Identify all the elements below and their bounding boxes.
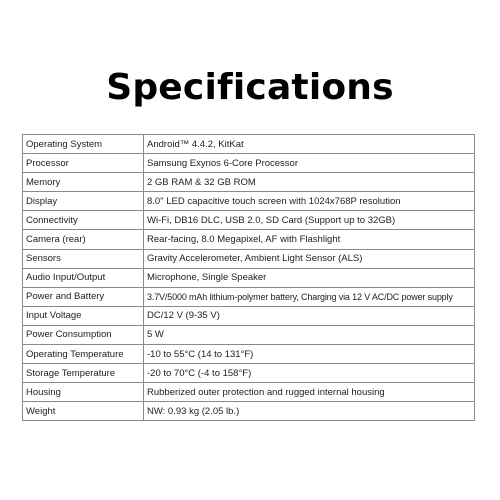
- table-row: [23, 325, 475, 344]
- spec-label: Sensors: [23, 249, 144, 268]
- spec-value: DC/12 V (9-35 V): [144, 306, 475, 325]
- spec-label: Input Voltage: [23, 306, 144, 325]
- spec-value: Microphone, Single Speaker: [144, 268, 475, 287]
- spec-value: 8.0" LED capacitive touch screen with 1024x768P resolution: [144, 192, 475, 211]
- spec-label: Display: [23, 192, 144, 211]
- table-row: [23, 268, 475, 287]
- spec-value: NW: 0.93 kg (2.05 lb.): [144, 402, 475, 421]
- spec-label: Operating System: [23, 135, 144, 154]
- table-row: [23, 402, 475, 421]
- spec-label: Power Consumption: [23, 325, 144, 344]
- table-row: [23, 192, 475, 211]
- spec-value: Wi-Fi, DB16 DLC, USB 2.0, SD Card (Support up to 32GB): [144, 211, 475, 230]
- table-row: [23, 173, 475, 192]
- spec-value: Android™ 4.4.2, KitKat: [144, 135, 475, 154]
- spec-value: -20 to 70°C (-4 to 158°F): [144, 364, 475, 383]
- table-row: [23, 249, 475, 268]
- table-row: [23, 364, 475, 383]
- table-row: [23, 383, 475, 402]
- table-row: [23, 306, 475, 325]
- table-row: [23, 135, 475, 154]
- spec-label: Processor: [23, 154, 144, 173]
- spec-value: 5 W: [144, 325, 475, 344]
- spec-label: Memory: [23, 173, 144, 192]
- specifications-table: [22, 134, 475, 421]
- spec-label: Audio Input/Output: [23, 268, 144, 287]
- spec-label: Camera (rear): [23, 230, 144, 249]
- spec-value: 2 GB RAM & 32 GB ROM: [144, 173, 475, 192]
- table-row: [23, 154, 475, 173]
- spec-value: Rubberized outer protection and rugged internal housing: [144, 383, 475, 402]
- spec-label: Storage Temperature: [23, 364, 144, 383]
- spec-label: Power and Battery: [23, 287, 144, 306]
- table-row: [23, 287, 475, 306]
- table-row: [23, 211, 475, 230]
- table-row: [23, 230, 475, 249]
- table-row: [23, 345, 475, 364]
- spec-value: Samsung Exynos 6-Core Processor: [144, 154, 475, 173]
- spec-label: Operating Temperature: [23, 345, 144, 364]
- spec-value: 3.7V/5000 mAh lithium-polymer battery, Charging via 12 V AC/DC power supply: [144, 287, 475, 306]
- spec-value: -10 to 55°C (14 to 131°F): [144, 345, 475, 364]
- spec-value: Rear-facing, 8.0 Megapixel, AF with Flashlight: [144, 230, 475, 249]
- spec-label: Connectivity: [23, 211, 144, 230]
- spec-label: Housing: [23, 383, 144, 402]
- spec-value: Gravity Accelerometer, Ambient Light Sensor (ALS): [144, 249, 475, 268]
- spec-label: Weight: [23, 402, 144, 421]
- page-title: Specifications: [106, 67, 394, 109]
